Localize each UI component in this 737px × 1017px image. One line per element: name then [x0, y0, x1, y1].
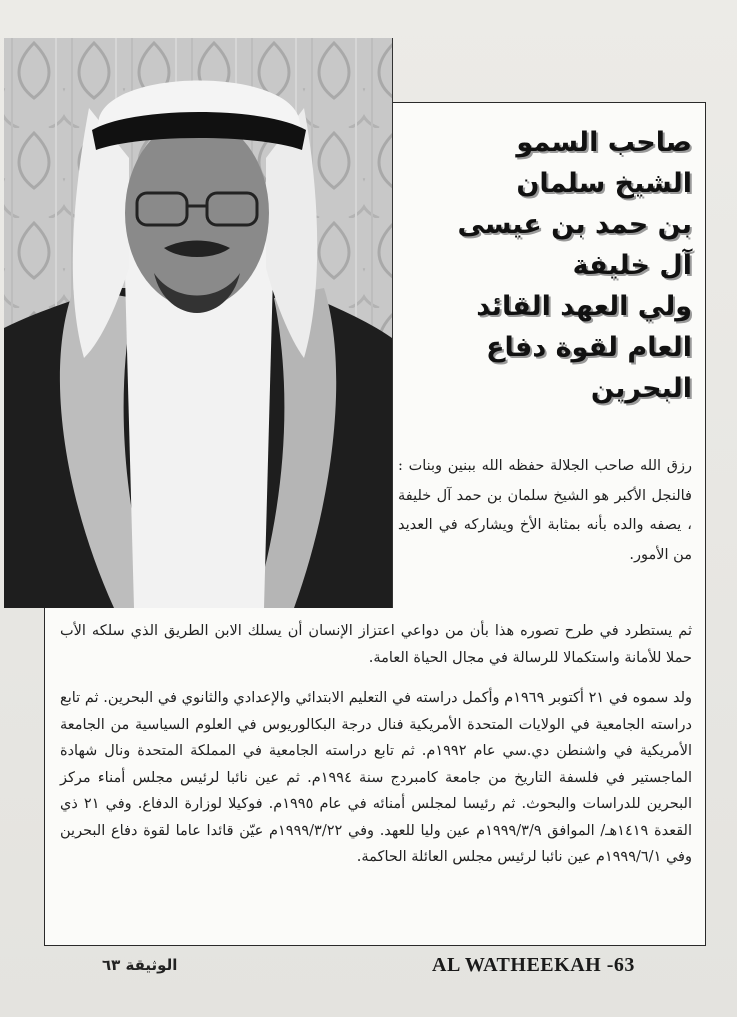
intro-paragraph	[398, 452, 692, 570]
title-line: بن حمد بن عيسى	[457, 209, 692, 240]
title-line: صاحب السمو	[516, 127, 692, 158]
title-line: الشيخ سلمان	[516, 168, 692, 199]
title-line: آل خليفة	[572, 250, 692, 281]
portrait-photo	[4, 38, 393, 608]
article-title	[400, 122, 692, 409]
title-line: البحرين	[590, 373, 692, 404]
title-line: العام لقوة دفاع	[486, 332, 692, 363]
footer-english-page-label: AL WATHEEKAH -63	[432, 954, 635, 976]
intro-text: رزق الله صاحب الجلالة حفظه الله ببنين وبنات : فالنجل الأكبر هو الشيخ سلمان بن حمد آل خليفة ، يصفه والده بأنه بمثابة الأخ ويشاركه في العديد من الأمور.	[398, 458, 692, 563]
body-paragraph: ولد سموه في ٢١ أكتوبر ١٩٦٩م وأكمل دراسته في التعليم الابتدائي والإعدادي والثانوي في البحرين. ثم تابع دراسته الجامعية في الولايات المتحدة الأمريكية فنال درجة البكالوريوس في العلوم السياسية من الجامعة الأمريكية في واشنطن دي.سي عام ١٩٩٢م. ثم تابع دراسته الجامعية في المملكة المتحدة ونال شهادة الماجستير في فلسفة التاريخ من جامعة كامبردج سنة ١٩٩٤م. ثم عين نائبا لرئيس مجلس أمناء مركز البحرين للدراسات والبحوث. ثم رئيسا لمجلس أمنائه في عام ١٩٩٥م. فوكيلا لوزارة الدفاع. وفي ٢١ ذي القعدة ١٤١٩هـ/ الموافق ١٩٩٩/٣/٩م عين وليا للعهد. وفي ١٩٩٩/٣/٢٢م عيّن قائدا عاما لقوة دفاع البحرين وفي ١٩٩٩/٦/١م عين نائبا لرئيس مجلس العائلة الحاكمة.	[60, 690, 692, 865]
title-line: ولي العهد القائد	[476, 291, 692, 322]
footer-arabic-page-label: الوثيقة ٦٣	[102, 956, 178, 974]
body-paragraph: ثم يستطرد في طرح تصوره هذا بأن من دواعي اعتزاز الإنسان أن يسلك الابن الطريق الذي سلكه الأب حملا للأمانة واستكمالا للرسالة في مجال الحياة العامة.	[60, 623, 692, 666]
article-body	[60, 618, 692, 885]
